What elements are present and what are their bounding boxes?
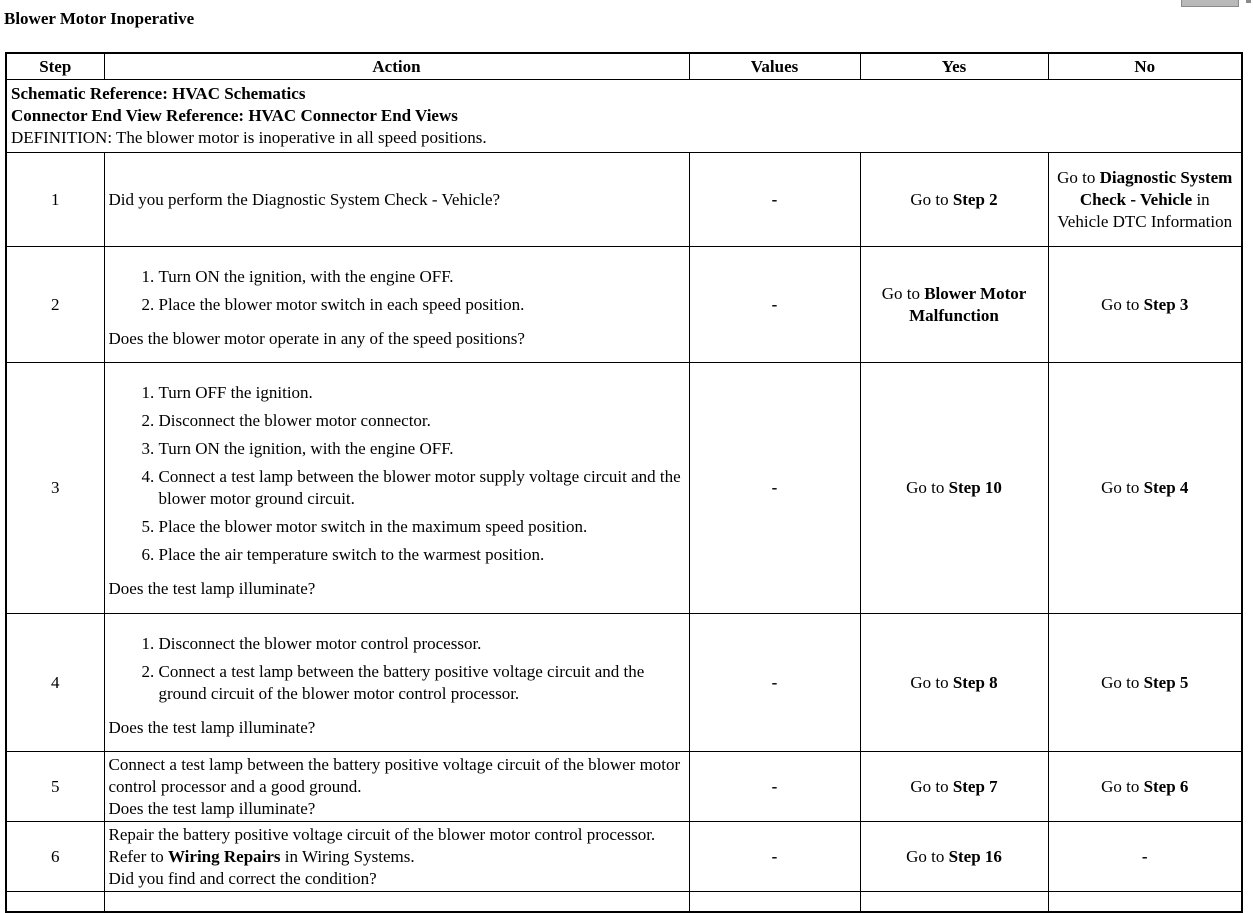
- table-row: [6, 752, 1242, 822]
- no-link[interactable]: Step 3: [1143, 294, 1189, 314]
- step-number: 1: [6, 153, 104, 247]
- step-number: 2: [6, 247, 104, 363]
- no-cell: [1048, 752, 1242, 822]
- column-header-no: No: [1048, 53, 1242, 80]
- reference-cell: [6, 80, 1242, 153]
- empty-cell: [860, 892, 1048, 912]
- column-header-action: Action: [104, 53, 689, 80]
- column-header-values: Values: [689, 53, 860, 80]
- yes-cell: [860, 153, 1048, 247]
- values-cell: -: [689, 752, 860, 822]
- values-cell: -: [689, 153, 860, 247]
- no-link[interactable]: Step 6: [1143, 776, 1189, 796]
- action-cell: [104, 614, 689, 752]
- table-row: [6, 153, 1242, 247]
- yes-link[interactable]: Step 10: [948, 478, 1002, 497]
- no-cell: [1048, 153, 1242, 247]
- step-number: 3: [6, 363, 104, 614]
- values-cell: -: [689, 363, 860, 614]
- yes-link[interactable]: Step 16: [948, 846, 1002, 866]
- action-cell: [104, 363, 689, 614]
- no-prefix: Go to: [1057, 167, 1100, 187]
- table-row: [6, 247, 1242, 363]
- action-step: 1. Disconnect the blower motor control processor.: [159, 633, 685, 655]
- window-edge-control[interactable]: [1246, 0, 1251, 3]
- yes-prefix: Go to: [906, 478, 949, 497]
- page-title: Blower Motor Inoperative: [4, 9, 195, 28]
- step-number: 6: [6, 822, 104, 892]
- column-header-step: Step: [6, 53, 104, 80]
- action-question: Did you find and correct the condition?: [108, 868, 377, 888]
- no-link[interactable]: Step 4: [1143, 478, 1189, 497]
- action-step: 6. Place the air temperature switch to the warmest position.: [159, 544, 685, 566]
- no-prefix: Go to: [1101, 672, 1144, 692]
- yes-cell: [860, 363, 1048, 614]
- action-step: 1. Turn ON the ignition, with the engine OFF.: [159, 266, 685, 288]
- no-cell: [1048, 614, 1242, 752]
- no-cell: -: [1048, 822, 1242, 892]
- action-step: 3. Turn ON the ignition, with the engine OFF.: [159, 438, 685, 460]
- reference-row: [6, 80, 1242, 153]
- column-header-yes: Yes: [860, 53, 1048, 80]
- no-cell: [1048, 363, 1242, 614]
- table-header-row: [6, 53, 1242, 80]
- yes-link[interactable]: Blower Motor Malfunction: [909, 283, 1027, 325]
- action-step: 1. Turn OFF the ignition.: [159, 382, 685, 404]
- step-number: 4: [6, 614, 104, 752]
- yes-prefix: Go to: [906, 846, 949, 866]
- values-cell: -: [689, 614, 860, 752]
- wiring-repairs-link[interactable]: Wiring Repairs: [167, 846, 281, 866]
- action-step: 2. Disconnect the blower motor connector.: [159, 410, 685, 432]
- action-question: Does the blower motor operate in any of the speed positions?: [108, 328, 525, 348]
- action-question: Does the test lamp illuminate?: [108, 717, 316, 737]
- table-row: [6, 822, 1242, 892]
- no-prefix: Go to: [1101, 478, 1144, 497]
- action-cell: [104, 247, 689, 363]
- no-cell: [1048, 247, 1242, 363]
- action-steps-list: [109, 382, 685, 566]
- values-cell: -: [689, 247, 860, 363]
- action-question: Does the test lamp illuminate?: [108, 579, 316, 598]
- yes-link[interactable]: Step 8: [952, 672, 998, 692]
- action-step: 2. Place the blower motor switch in each speed position.: [159, 294, 685, 316]
- action-step: 5. Place the blower motor switch in the maximum speed position.: [159, 516, 685, 538]
- no-suffix: in Vehicle DTC Information: [1057, 189, 1233, 231]
- empty-cell: [6, 892, 104, 912]
- diagnostic-table: [5, 52, 1243, 913]
- empty-cell: [689, 892, 860, 912]
- repair-text-suffix: in Wiring Systems.: [280, 846, 415, 866]
- action-cell: [104, 752, 689, 822]
- empty-cell: [104, 892, 689, 912]
- action-question: Does the test lamp illuminate?: [108, 798, 316, 818]
- yes-link[interactable]: Step 2: [952, 189, 998, 209]
- scroll-button[interactable]: [1181, 0, 1239, 7]
- table-row: [6, 614, 1242, 752]
- action-instruction: Connect a test lamp between the battery positive voltage circuit of the blower motor control processor and a good ground.: [108, 754, 681, 796]
- action-steps-list: [109, 266, 685, 316]
- no-link[interactable]: Diagnostic System Check - Vehicle: [1079, 167, 1233, 209]
- yes-cell: [860, 614, 1048, 752]
- yes-cell: [860, 752, 1048, 822]
- connector-reference[interactable]: Connector End View Reference: HVAC Connector End Views: [11, 106, 458, 125]
- action-cell: [104, 822, 689, 892]
- step-number: 5: [6, 752, 104, 822]
- action-steps-list: [109, 633, 685, 705]
- no-prefix: Go to: [1101, 776, 1144, 796]
- no-prefix: Go to: [1101, 294, 1144, 314]
- empty-cell: [1048, 892, 1242, 912]
- no-link[interactable]: Step 5: [1143, 672, 1189, 692]
- yes-cell: [860, 247, 1048, 363]
- yes-prefix: Go to: [881, 283, 925, 303]
- values-cell: -: [689, 822, 860, 892]
- table-row-partial: [6, 892, 1242, 912]
- schematic-reference[interactable]: Schematic Reference: HVAC Schematics: [11, 84, 306, 103]
- table-row: [6, 363, 1242, 614]
- action-step: 2. Connect a test lamp between the battery positive voltage circuit and the ground circuit of the blower motor control processor.: [159, 661, 685, 705]
- yes-prefix: Go to: [910, 776, 953, 796]
- yes-prefix: Go to: [910, 189, 953, 209]
- yes-link[interactable]: Step 7: [952, 776, 998, 796]
- yes-cell: [860, 822, 1048, 892]
- action-step: 4. Connect a test lamp between the blower motor supply voltage circuit and the blower motor ground circuit.: [159, 466, 685, 510]
- repair-text: Repair the battery positive voltage circuit of the blower motor control processor. Refer to: [108, 824, 656, 866]
- yes-prefix: Go to: [910, 672, 953, 692]
- action-cell: [104, 153, 689, 247]
- definition-text: DEFINITION: The blower motor is inoperative in all speed positions.: [11, 128, 487, 147]
- action-question: Did you perform the Diagnostic System Check - Vehicle?: [108, 189, 501, 209]
